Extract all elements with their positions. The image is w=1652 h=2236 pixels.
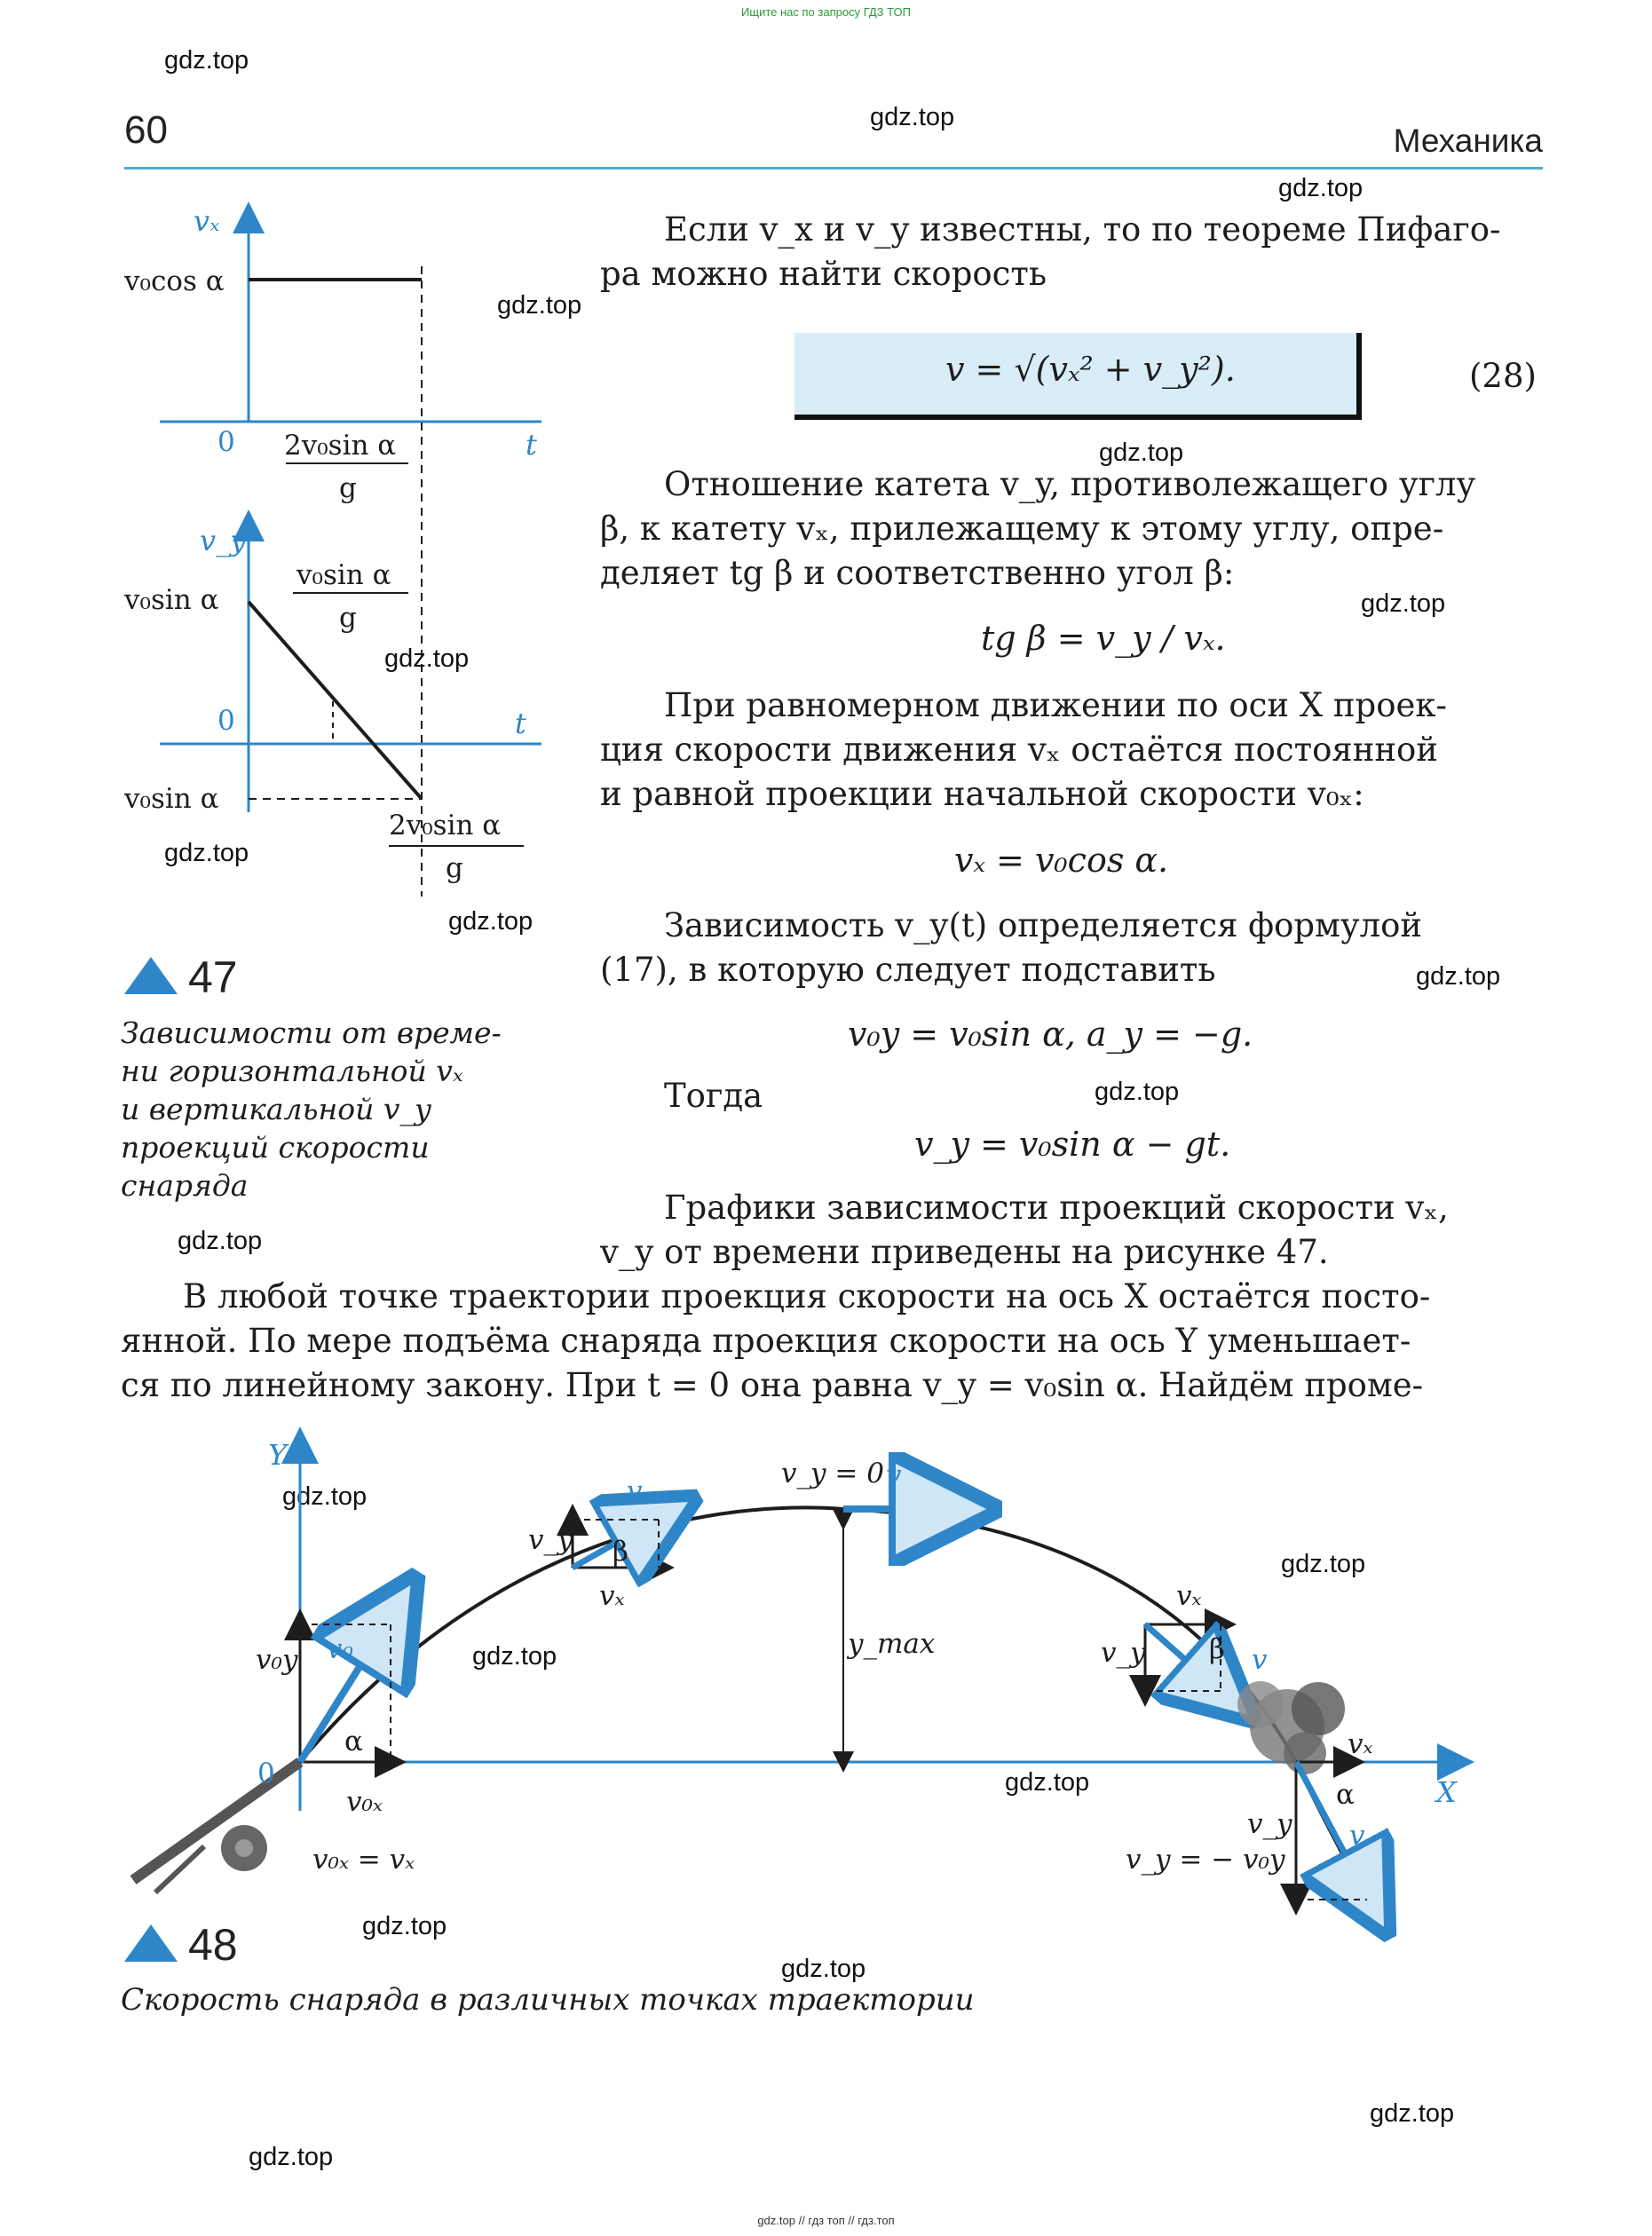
v-descending-label: v bbox=[1252, 1644, 1268, 1676]
formula-vx: vₓ = v₀cos α. bbox=[954, 841, 1169, 880]
watermark: gdz.top bbox=[448, 907, 534, 936]
page-number: 60 bbox=[124, 108, 168, 152]
v-rising-label: v bbox=[627, 1475, 643, 1507]
watermark: gdz.top bbox=[870, 103, 955, 131]
watermark: gdz.top bbox=[164, 46, 249, 75]
vy-end-label: v_y bbox=[1247, 1808, 1292, 1840]
paragraph3-line2: ция скорости движения vₓ остаётся постоянной bbox=[600, 731, 1438, 769]
paragraph1-line1: Если v_x и v_y известны, то по теореме Пифаго- bbox=[664, 210, 1501, 249]
vy-eq-label: v_y = − v₀y bbox=[1126, 1844, 1285, 1876]
watermark: gdz.top bbox=[497, 291, 582, 320]
formula-vy: v_y = v₀sin α − gt. bbox=[914, 1125, 1231, 1164]
bottom-graph-mid-den: g bbox=[339, 602, 357, 634]
x-axis-label: X bbox=[1436, 1775, 1457, 1809]
top-graph-t-label: t bbox=[526, 428, 537, 462]
v0x-eq-vx-label: v₀ₓ = vₓ bbox=[312, 1844, 415, 1876]
figure48-number: 48 bbox=[188, 1920, 238, 1970]
vy-zero-label: v_y = 0 bbox=[781, 1458, 884, 1489]
bottom-graph-end-label: v₀sin α bbox=[124, 783, 219, 815]
paragraph2-line2: β, к катету vₓ, прилежащему к этому углу, опре- bbox=[600, 510, 1444, 548]
paragraph6-line3: ся по линейному закону. При t = 0 она равна v_y = v₀sin α. Найдём проме- bbox=[121, 1366, 1424, 1404]
paragraph5-line2: v_y от времени приведены на рисунке 47. bbox=[600, 1233, 1329, 1271]
v0-label: v₀ bbox=[327, 1633, 353, 1665]
watermark: gdz.top bbox=[781, 1955, 866, 1983]
top-graph-time-den: g bbox=[339, 472, 357, 504]
figure47-number: 47 bbox=[188, 952, 238, 1002]
figure47-caption-line2: ни горизонтальной vₓ bbox=[121, 1054, 463, 1088]
v0x-label: v₀ₓ bbox=[346, 1786, 383, 1818]
cannon-icon bbox=[133, 1762, 300, 1892]
equation-number: (28) bbox=[1469, 357, 1537, 395]
watermark: gdz.top bbox=[1370, 2099, 1455, 2128]
top-graph-time-num: 2v₀sin α bbox=[284, 430, 397, 462]
bottom-note: gdz.top // гдз топ // гдз.топ bbox=[757, 2214, 895, 2227]
watermark: gdz.top bbox=[178, 1227, 263, 1255]
paragraph3-line1: При равномерном движении по оси X проек- bbox=[664, 686, 1448, 724]
paragraph1-line2: ра можно найти скорость bbox=[600, 255, 1047, 293]
bottom-graph-mid-num: v₀sin α bbox=[296, 559, 391, 591]
watermark: gdz.top bbox=[1095, 1078, 1180, 1106]
top-graph-y-label: vₓ bbox=[194, 204, 220, 238]
origin-label: 0 bbox=[257, 1758, 275, 1790]
watermark: gdz.top bbox=[1361, 589, 1446, 618]
paragraph4-line1: Зависимость v_y(t) определяется формулой bbox=[664, 906, 1423, 944]
bottom-graph-time-num: 2v₀sin α bbox=[389, 810, 502, 841]
watermark: gdz.top bbox=[1099, 439, 1184, 467]
explosion-icon bbox=[1237, 1681, 1345, 1774]
watermark: gdz.top bbox=[1005, 1768, 1090, 1797]
figure47-caption-line5: снаряда bbox=[121, 1168, 249, 1203]
formula-tg-beta: tg β = v_y / vₓ. bbox=[981, 619, 1226, 658]
paragraph4-line2: (17), в которую следует подставить bbox=[600, 951, 1216, 989]
watermark: gdz.top bbox=[1281, 1550, 1366, 1578]
paragraph5-line1: Графики зависимости проекций скорости vₓ, bbox=[664, 1189, 1449, 1227]
figure47-caption-line1: Зависимости от време- bbox=[121, 1015, 502, 1050]
vy-rising-label: v_y bbox=[528, 1524, 573, 1556]
bottom-graph-start-label: v₀sin α bbox=[124, 584, 219, 616]
bottom-graph-origin: 0 bbox=[217, 705, 235, 737]
watermark: gdz.top bbox=[362, 1912, 447, 1940]
bottom-graph-t-label: t bbox=[515, 707, 526, 740]
figure47-caption-line4: проекций скорости bbox=[121, 1130, 430, 1165]
formula-substitution: v₀y = v₀sin α, a_y = −g. bbox=[848, 1015, 1253, 1054]
v0y-label: v₀y bbox=[256, 1644, 298, 1676]
section-title: Механика bbox=[1393, 122, 1543, 159]
paragraph2-line3: деляет tg β и соответственно угол β: bbox=[600, 554, 1235, 592]
watermark: gdz.top bbox=[249, 2143, 334, 2171]
vx-end-label: vₓ bbox=[1348, 1728, 1373, 1760]
ymax-label: y_max bbox=[848, 1628, 936, 1660]
vx-rising-label: vₓ bbox=[599, 1580, 625, 1612]
beta-descending-label: β bbox=[1209, 1633, 1225, 1665]
formula-28: v = √(vₓ² + v_y²). bbox=[945, 350, 1236, 389]
beta-rising-label: β bbox=[613, 1536, 628, 1568]
watermark: gdz.top bbox=[472, 1642, 557, 1671]
v-top-label: v bbox=[886, 1459, 902, 1491]
paragraph6-line1: В любой точке траектории проекция скорости на ось X остаётся посто- bbox=[183, 1277, 1431, 1316]
alpha-end-label: α bbox=[1336, 1779, 1355, 1811]
watermark: gdz.top bbox=[384, 644, 470, 673]
vy-descending-label: v_y bbox=[1101, 1637, 1146, 1669]
paragraph2-line1: Отношение катета v_y, противолежащего углу bbox=[664, 465, 1476, 503]
vx-descending-label: vₓ bbox=[1176, 1580, 1202, 1612]
figure47-caption-line3: и вертикальной v_y bbox=[121, 1092, 431, 1126]
watermark: gdz.top bbox=[282, 1482, 368, 1511]
top-graph-origin: 0 bbox=[217, 426, 235, 458]
watermark: gdz.top bbox=[164, 839, 249, 867]
v-end-label: v bbox=[1349, 1820, 1365, 1852]
paragraph3-line3: и равной проекции начальной скорости v₀ₓ: bbox=[600, 775, 1364, 813]
figure48-caption: Скорость снаряда в различных точках траектории bbox=[121, 1982, 975, 2018]
top-graph-level-label: v₀cos α bbox=[124, 265, 225, 297]
top-note: Ищите нас по запросу ГДЗ ТОП bbox=[741, 5, 911, 19]
watermark: gdz.top bbox=[1416, 962, 1501, 991]
y-axis-label: Y bbox=[268, 1438, 288, 1472]
alpha-start-label: α bbox=[344, 1726, 363, 1758]
bottom-graph-y-label: v_y bbox=[200, 524, 247, 557]
bottom-graph-time-den: g bbox=[446, 852, 463, 884]
word-then: Тогда bbox=[664, 1077, 763, 1115]
paragraph6-line2: янной. По мере подъёма снаряда проекция скорости на ось Y уменьшает- bbox=[121, 1322, 1411, 1360]
watermark: gdz.top bbox=[1278, 174, 1363, 202]
